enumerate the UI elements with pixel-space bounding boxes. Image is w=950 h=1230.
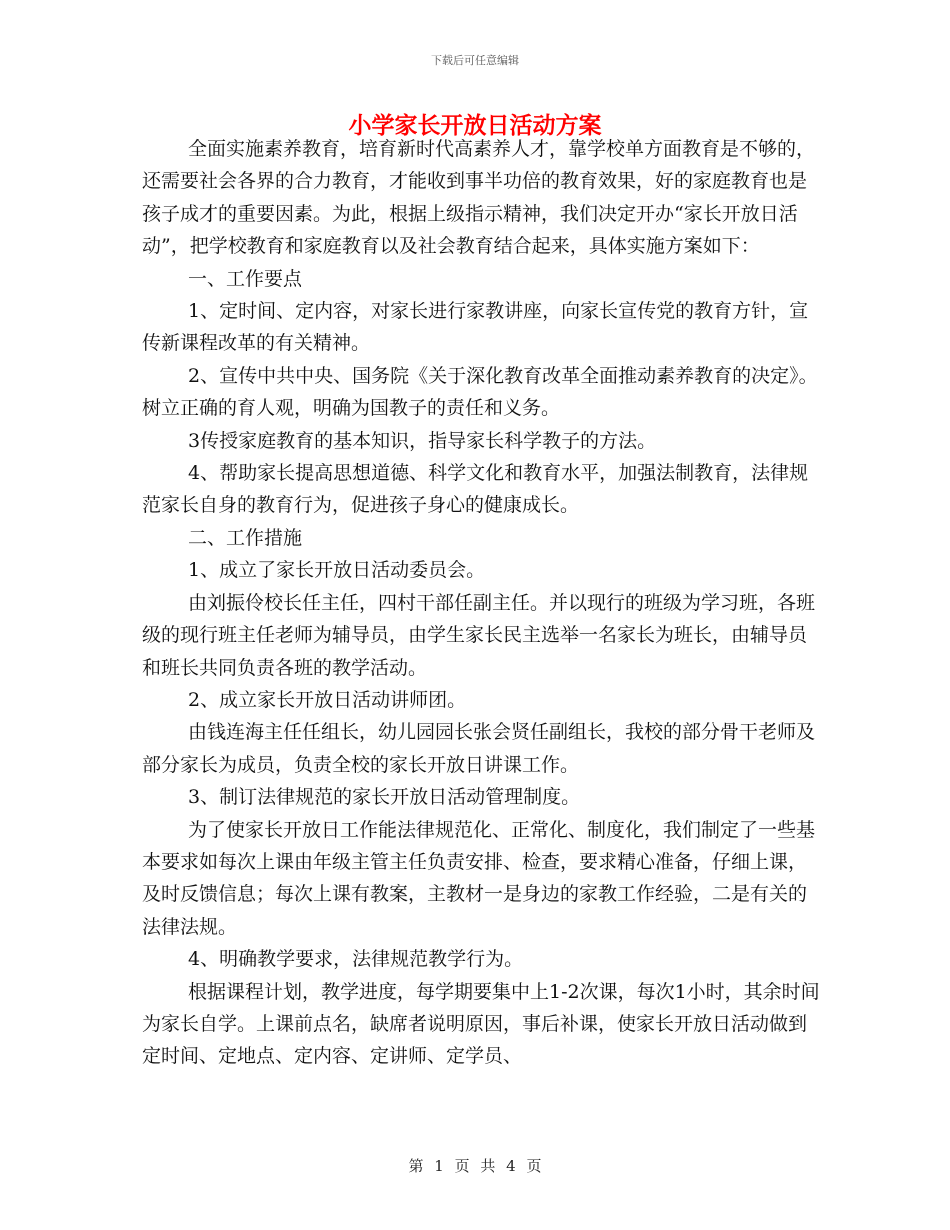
- paragraph-measure-4-detail: 根据课程计划，教学进度，每学期要集中上1-2次课，每次1小时，其余时间为家长自学。上课前点名，缺席者说明原因，事后补课，使家长开放日活动做到定时间、定地点、定内容、定讲师、定学员、: [142, 980, 820, 1068]
- paragraph-point-2: 2、宣传中共中央、国务院《关于深化教育改革全面推动素养教育的决定》。树立正确的育人观，明确为国教子的责任和义务。: [142, 364, 818, 420]
- paragraph-measure-2: 2、成立家长开放日活动讲师团。: [188, 688, 467, 711]
- paragraph-point-1: 1、定时间、定内容，对家长进行家教讲座，向家长宣传党的教育方针，宣传新课程改革的有关精神。: [142, 300, 809, 355]
- document-title: 小学家长开放日活动方案: [348, 113, 602, 139]
- paragraph-measure-4: 4、明确教学要求，法律规范教学行为。: [188, 948, 524, 971]
- paragraph-measure-3-detail: 为了使家长开放日工作能法律规范化、正常化、制度化，我们制定了一些基本要求如每次上课由年级主管主任负责安排、检查，要求精心准备，仔细上课，及时反馈信息；每次上课有教案，主教材一是身边的家教工作经验，二是有关的法律法规。: [142, 818, 816, 938]
- document-body: [142, 133, 822, 1073]
- heading-work-points: 一、工作要点: [188, 267, 303, 290]
- page-footer: 第 1 页 共 4 页: [408, 1157, 542, 1175]
- paragraph-measure-3: 3、制订法律规范的家长开放日活动管理制度。: [188, 786, 581, 809]
- paragraph-measure-1: 1、成立了家长开放日活动委员会。: [188, 559, 486, 582]
- header-note: 下载后可任意编辑: [431, 54, 519, 67]
- paragraph-measure-1-detail: 由刘振伶校长任主任，四村干部任副主任。并以现行的班级为学习班，各班级的现行班主任老师为辅导员，由学生家长民主选举一名家长为班长，由辅导员和班长共同负责各班的教学活动。: [142, 591, 816, 679]
- heading-work-measures: 二、工作措施: [188, 526, 303, 549]
- paragraph-intro: 全面实施素养教育，培育新时代高素养人才，靠学校单方面教育是不够的，还需要社会各界的合力教育，才能收到事半功倍的教育效果，好的家庭教育也是孩子成才的重要因素。为此，根据上级指示精神，我们决定开办“家长开放日活动”，把学校教育和家庭教育以及社会教育结合起来，具体实施方案如下：: [142, 138, 816, 258]
- paragraph-point-4: 4、帮助家长提高思想道德、科学文化和教育水平，加强法制教育，法律规范家长自身的教育行为，促进孩子身心的健康成长。: [142, 462, 809, 517]
- paragraph-measure-2-detail: 由钱连海主任任组长，幼儿园园长张会贤任副组长，我校的部分骨干老师及部分家长为成员，负责全校的家长开放日讲课工作。: [142, 721, 816, 776]
- paragraph-point-3: 3传授家庭教育的基本知识，指导家长科学教子的方法。: [188, 429, 657, 452]
